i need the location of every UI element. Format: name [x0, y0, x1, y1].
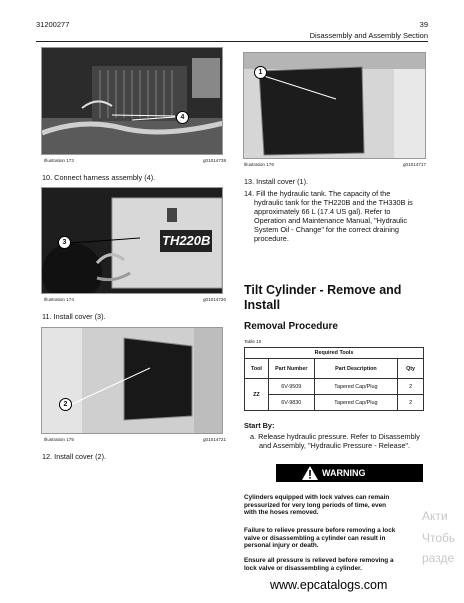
callout-3: 3: [58, 236, 71, 249]
step-14-line: approximately 66 L (17.4 US gal). Refer to: [254, 207, 391, 216]
warning-text-3: [244, 557, 444, 572]
quantity: 2: [398, 395, 424, 411]
start-by-label: Start By:: [244, 421, 275, 430]
callout-1: 1: [254, 66, 267, 79]
part-description: Tapered Cap/Plug: [314, 395, 397, 411]
step-12: 12. Install cover (2).: [42, 452, 107, 461]
quantity: 2: [398, 379, 424, 395]
warning-text-1: [244, 494, 444, 517]
step-14-line: 14. Fill the hydraulic tank. The capacity of the: [244, 189, 391, 198]
machine-label-th220b: TH220B: [162, 233, 211, 248]
section-heading-line: Install: [244, 298, 281, 312]
overlay-ghost-text: Чтобь: [422, 531, 456, 545]
col-header: Part Description: [314, 359, 397, 379]
col-header: Tool: [245, 359, 269, 379]
overlay-ghost-text: разде: [422, 551, 455, 565]
illustration-173-code: g01014738: [203, 158, 226, 163]
step-13: 13. Install cover (1).: [244, 177, 309, 186]
warning-triangle-icon: [302, 466, 318, 480]
warning-line: pressurized for very long periods of time, even: [244, 501, 387, 509]
tool-cell: ZZ: [245, 379, 269, 411]
part-number: 6V-9830: [268, 395, 314, 411]
section-heading: [244, 283, 401, 313]
warning-line: Ensure all pressure is relieved before removing a: [244, 557, 394, 564]
callout-2: 2: [59, 398, 72, 411]
table-title: Required Tools: [245, 348, 424, 359]
step-14-line: Operation and Maintenance Manual, "Hydraulic: [254, 216, 408, 225]
illustration-173-photo: [41, 47, 223, 155]
table-row: [245, 379, 424, 395]
step-14-line: hydraulic tank for the TH220B and the TH330B is: [254, 198, 413, 207]
section-heading-line: Tilt Cylinder - Remove and: [244, 283, 402, 297]
illustration-174-caption: Illustration 174: [44, 297, 74, 302]
part-description: Tapered Cap/Plug: [314, 379, 397, 395]
illustration-175-code: g01014721: [203, 437, 226, 442]
illustration-175-caption: Illustration 175: [44, 437, 74, 442]
watermark: www.epcatalogs.com: [270, 578, 388, 592]
warning-text-2: [244, 527, 444, 550]
table-title-row: [245, 348, 424, 359]
overlay-ghost-text: Акти: [422, 509, 448, 523]
illustration-176-photo: [243, 52, 426, 159]
warning-line: personal injury or death.: [244, 542, 319, 550]
start-by-line: and Assembly, "Hydraulic Pressure - Release".: [259, 441, 411, 450]
warning-banner: [276, 464, 423, 482]
doc-number: 31200277: [36, 20, 70, 29]
step-14-line: procedure.: [254, 234, 289, 243]
warning-line: lock valve or disassembling a cylinder.: [244, 564, 362, 572]
start-by-line: a. Release hydraulic pressure. Refer to Disassembly: [250, 432, 420, 441]
warning-line: valve or disassembling a cylinder can result in: [244, 534, 386, 542]
part-number: 6V-9509: [268, 379, 314, 395]
table-header-row: [245, 359, 424, 379]
table-label: Table 10: [244, 339, 262, 344]
step-14: [244, 189, 434, 243]
table-row: [245, 395, 424, 411]
page-number: 39: [419, 20, 428, 29]
warning-line: with the hoses removed.: [244, 509, 319, 517]
subsection-heading: Removal Procedure: [244, 321, 338, 332]
section-title: Disassembly and Assembly Section: [309, 31, 428, 40]
required-tools-table: [244, 347, 424, 411]
illustration-176-code: g01014717: [403, 162, 426, 167]
illustration-174-code: g01014720: [203, 297, 226, 302]
callout-4: 4: [176, 111, 189, 124]
warning-label: WARNING: [322, 468, 366, 478]
step-14-line: System Oil - Change" for the correct draining: [254, 225, 399, 234]
step-10: 10. Connect harness assembly (4).: [42, 173, 156, 182]
start-by-item-a: [250, 432, 440, 450]
step-11: 11. Install cover (3).: [42, 312, 106, 321]
warning-line: Cylinders equipped with lock valves can remain: [244, 494, 390, 501]
col-header: Part Number: [268, 359, 314, 379]
warning-line: Failure to relieve pressure before removing a lock: [244, 527, 396, 534]
col-header: Qty: [398, 359, 424, 379]
illustration-173-caption: Illustration 173: [44, 158, 74, 163]
header-rule: [36, 41, 428, 42]
illustration-176-caption: Illustration 176: [244, 162, 274, 167]
illustration-175-photo: [41, 327, 223, 434]
